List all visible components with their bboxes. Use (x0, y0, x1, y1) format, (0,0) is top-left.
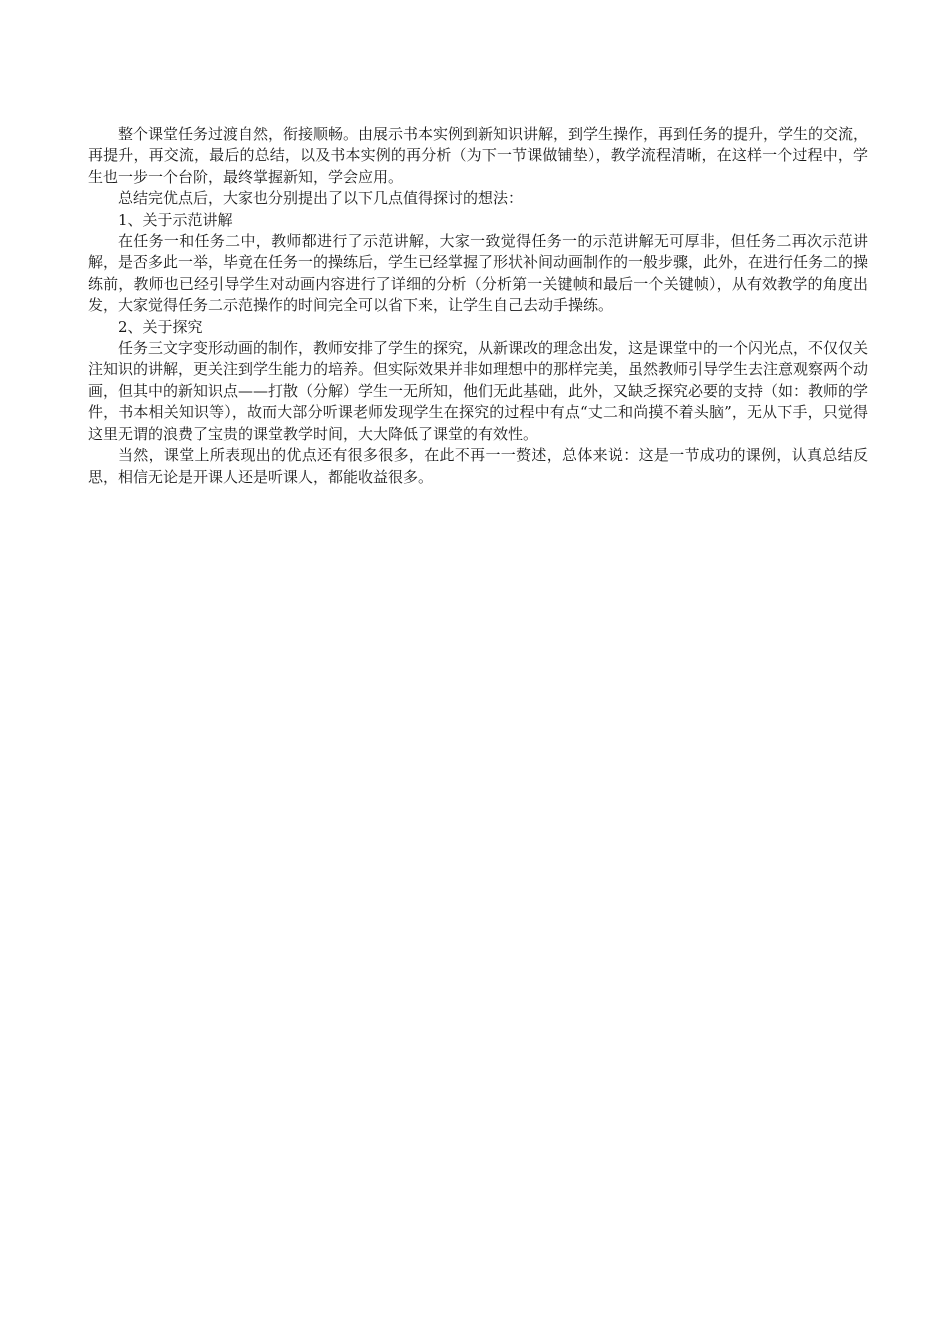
section-heading-demonstration: 1、关于示范讲解 (118, 210, 233, 229)
paragraph-process-summary: 整个课堂任务过渡自然，衔接顺畅。由展示书本实例到新知识讲解，到学生操作，再到任务的提升，学生的交流，再提升，再交流，最后的总结，以及书本实例的再分析（为下一节课做铺垫），教学流程清晰，在这样一个过程中，学生也一步一个台阶，最终掌握新知，学会应用。 (88, 125, 869, 186)
document-body (88, 124, 868, 488)
paragraph-conclusion: 当然，课堂上所表现出的优点还有很多很多，在此不再一一赘述，总体来说：这是一节成功的课例，认真总结反思，相信无论是开课人还是听课人，都能收益很多。 (88, 446, 868, 486)
paragraph-demonstration: 在任务一和任务二中，教师都进行了示范讲解，大家一致觉得任务一的示范讲解无可厚非，但任务二再次示范讲解，是否多此一举，毕竟在任务一的操练后，学生已经掌握了形状补间动画制作的一般步骤，此外，在进行任务二的操练前，教师也已经引导学生对动画内容进行了详细的分析（分析第一关键帧和最后一个关键帧），从有效教学的角度出发，大家觉得任务二示范操作的时间完全可以省下来，让学生自己去动手操练。 (88, 232, 869, 315)
paragraph-discussion-intro: 总结完优点后，大家也分别提出了以下几点值得探讨的想法： (118, 189, 524, 208)
paragraph-inquiry: 任务三文字变形动画的制作，教师安排了学生的探究，从新课改的理念出发，这是课堂中的一个闪光点，不仅仅关注知识的讲解，更关注到学生能力的培养。但实际效果并非如理想中的那样完美，虽然教师引导学生去注意观察两个动画，但其中的新知识点——打散（分解）学生一无所知，他们无此基础，此外，又缺乏探究必要的支持（如：教师的学件，书本相关知识等），故而大部分听课老师发现学生在探究的过程中有点“丈二和尚摸不着头脑”，无从下手，只觉得这里无谓的浪费了宝贵的课堂教学时间，大大降低了课堂的有效性。 (88, 339, 869, 443)
section-heading-inquiry: 2、关于探究 (118, 317, 203, 336)
